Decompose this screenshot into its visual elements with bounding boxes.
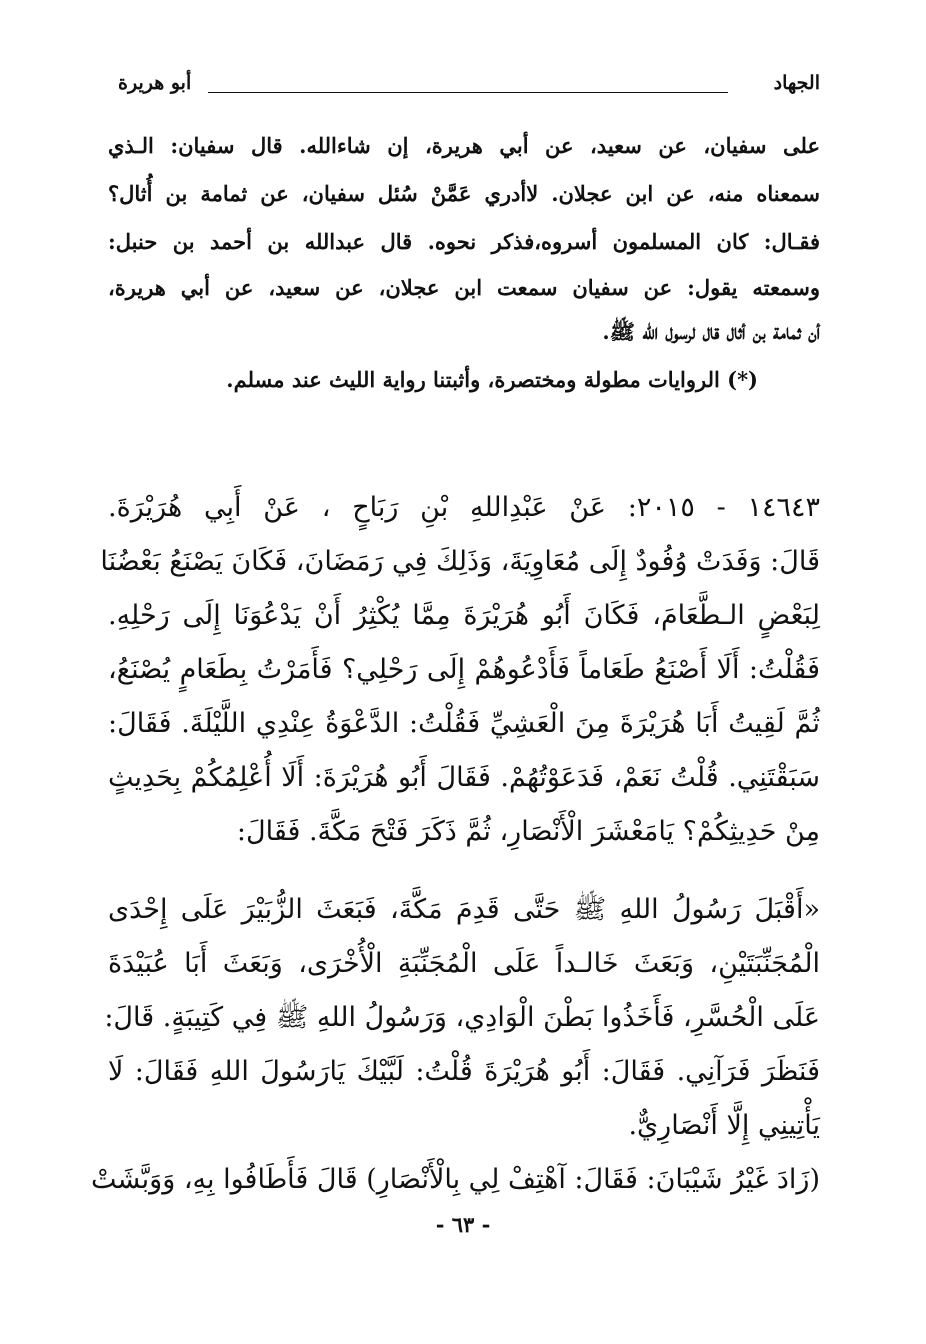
hadith-line: ١٤٦٤٣ - ٢٠١٥: عَنْ عَبْدِاللهِ بْنِ رَبَاحٍ ، عَنْ أَبِي هُرَيْرَةَ. — [108, 492, 820, 523]
hadith-line: فَقُلْتُ: أَلَا أَصْنَعُ طَعَاماً فَأَدْعُوهُمْ إِلَى رَحْلِي؟ فَأَمَرْتُ بِطَعَامٍ يُصْنَعُ، — [108, 654, 820, 685]
narration-line: فَنَظَرَ فَرَآنِي. فَقَالَ: أَبُو هُرَيْرَةَ قُلْتُ: لَبَّيْكَ يَارَسُولَ اللهِ فَقَالَ: لَا — [108, 1056, 820, 1087]
section-title: الجهاد — [773, 72, 820, 94]
page-number: - ٦٣ - — [435, 1212, 491, 1237]
text-line: سمعناه منه، عن ابن عجلان. لاأدري عَمَّنْ سُئل سفيان، عن ثمامة بن أُثال؟ — [108, 181, 820, 206]
header-rule — [208, 92, 728, 93]
narration-line: (زَادَ غَيْرُ شَيْبَانَ: فَقَالَ: آهْتِفْ لِي بِالْأَنْصَارِ) قَالَ فَأَطَافُوا بِهِ، وَوَبَّشَتْ — [91, 1164, 820, 1195]
narration-line: الْمُجَنِّبَتَيْنِ، وَبَعَثَ خَالـداً عَلَى الْمُجَنِّبَةِ الْأُخْرَى، وَبَعَثَ أَبَا عُبَيْدَةَ — [108, 948, 820, 979]
text-line: وسمعته يقول: عن سفيان سمعت ابن عجلان، عن سعيد، عن أبي هريرة، — [108, 275, 820, 300]
hadith-line: ثُمَّ لَقِيتُ أَبَا هُرَيْرَةَ مِنَ الْعَشِيِّ فَقُلْتُ: الدَّعْوَةُ عِنْدِي اللَّيْلَةَ. فَقَالَ: — [108, 708, 820, 739]
hadith-line: لِبَعْضٍ الـطَّعَامَ، فَكَانَ أَبُو هُرَيْرَةَ مِمَّا يُكْثِرُ أَنْ يَدْعُوَنَا إِلَى رَحْلِهِ. — [108, 600, 820, 631]
hadith-line: قَالَ: وَفَدَتْ وُفُودٌ إِلَى مُعَاوِيَةَ، وَذَلِكَ فِي رَمَضَانَ، فَكَانَ يَصْنَعُ بَعْضُنَا — [100, 546, 820, 577]
hadith-line: مِنْ حَدِيثِكُمْ؟ يَامَعْشَرَ الْأَنْصَارِ، ثُمَّ ذَكَرَ فَتْحَ مَكَّةَ. فَقَالَ: — [236, 816, 820, 847]
hadith-line: سَبَقْتَنِي. قُلْتُ نَعَمْ، فَدَعَوْتُهُمْ. فَقَالَ أَبُو هُرَيْرَةَ: أَلَا أُعْلِمُكُمْ بِحَدِيثٍ — [108, 762, 820, 793]
footnote: (*) الروايات مطولة ومختصرة، وأثبتنا رواية الليث عند مسلم. — [226, 367, 758, 392]
text-line: على سفيان، عن سعيد، عن أبي هريرة، إن شاءالله. قال سفيان: الـذي — [108, 133, 820, 158]
narration-line: عَلَى الْحُسَّرِ، فَأَخَذُوا بَطْنَ الْوَادِي، وَرَسُولُ اللهِ ﷺ فِي كَتِيبَةٍ. قَالَ: — [104, 1002, 820, 1033]
book-title: أبو هريرة — [118, 72, 192, 94]
narration-line: يَأْتِينِي إِلَّا أَنْصَارِيٌّ. — [628, 1110, 820, 1141]
text-line: فقـال: كان المسلمون أسروه،فذكر نحوه. قال عبدالله بن أحمد بن حنبل: — [108, 229, 820, 254]
page-header — [118, 72, 820, 102]
text-line: أن ثمامة بن أثال قال لرسول الله ﷺ. — [602, 319, 820, 344]
narration-line: «أَقْبَلَ رَسُولُ اللهِ ﷺ حَتَّى قَدِمَ مَكَّةَ، فَبَعَثَ الزُّبَيْرَ عَلَى إِحْدَى — [108, 894, 820, 925]
